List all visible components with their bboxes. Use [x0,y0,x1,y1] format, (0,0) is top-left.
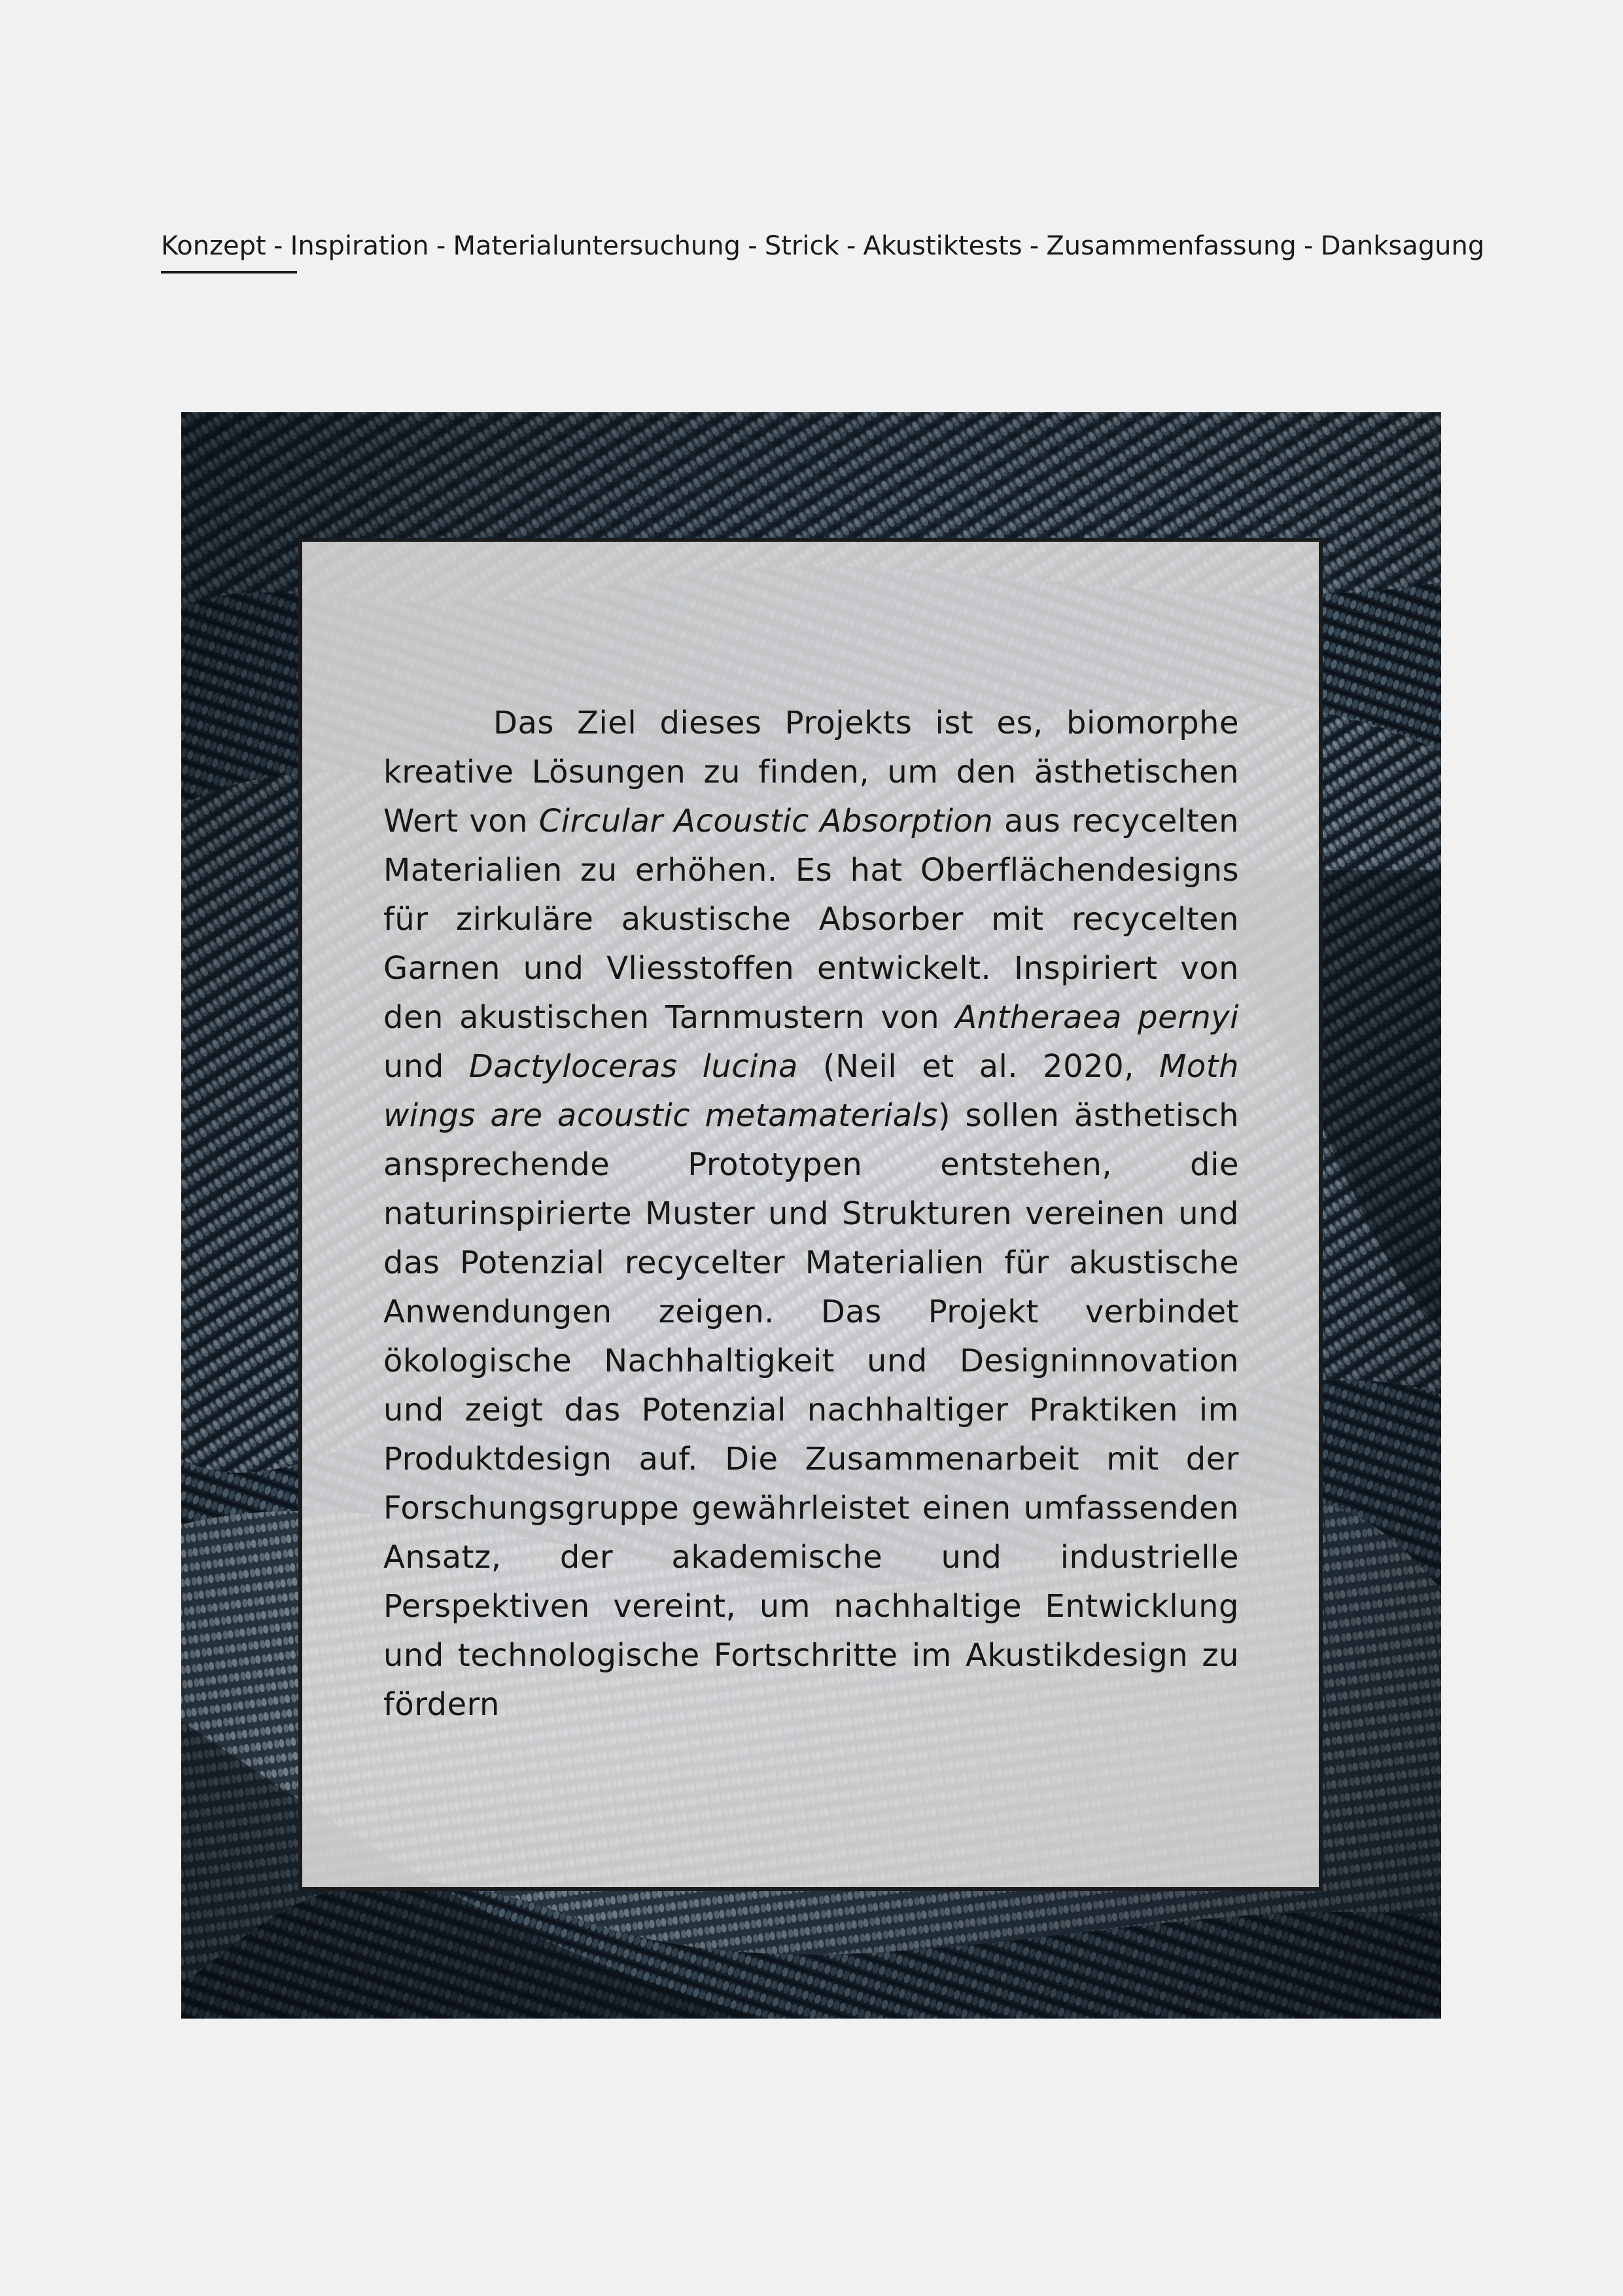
concept-paragraph [383,699,1239,1729]
nav-item-inspiration[interactable]: Inspiration [290,231,429,261]
paragraph-text: Das Ziel dieses Projekts ist es, biomorphe kreative Lösungen zu finden, um den ästhetischen Wert von [383,705,1239,839]
paragraph-text: (Neil et al. 2020, [797,1048,1159,1085]
nav-item-zusammenfassung[interactable]: Zusammenfassung [1046,231,1297,261]
nav-item-danksagung[interactable]: Danksagung [1320,231,1485,261]
italic-species-name: Dactyloceras lucina [468,1048,798,1085]
nav-separator: - [1029,231,1039,261]
nav-separator: - [436,231,446,261]
nav-separator: - [846,231,856,261]
section-navigation [161,228,1485,264]
paragraph-text: aus recycelten Materialien zu erhöhen. Es hat Oberflächendesigns für zirkuläre akustische Absorber mit recycelten Garnen und Vliesstoffen entwickelt. Inspiriert von den akustischen Tarnmustern von [383,803,1239,1036]
text-card [298,538,1323,1891]
nav-item-strick[interactable]: Strick [764,231,839,261]
italic-term: Circular Acoustic Absorption [538,803,994,839]
active-nav-underline [161,271,297,274]
nav-separator: - [273,231,283,261]
italic-species-name: Antheraea pernyi [955,999,1239,1036]
nav-separator: - [1303,231,1314,261]
italic-citation-title: Moth wings are acoustic metamaterials [383,1048,1239,1134]
nav-item-materialuntersuchung[interactable]: Materialuntersuchung [453,231,741,261]
paragraph-text: ) sollen ästhetisch ansprechende Prototypen entstehen, die naturinspirierte Muster und Strukturen vereinen und das Potenzial recycelter Materialien für akustische Anwendungen zeigen. Das Projekt verbindet ökologische Nachhaltigkeit und Designinnovation und zeigt das Potenzial nachhaltiger Praktiken im Produktdesign auf. Die Zusammenarbeit mit der Forschungsgruppe gewährleistet einen umfassenden Ansatz, der akademische und industrielle Perspektiven vereint, um nachhaltige Entwicklung und technologische Fortschritte im Akustikdesign zu fördern [383,1097,1240,1723]
paragraph-text: und [383,1048,469,1085]
nav-item-akustiktests[interactable]: Akustiktests [863,231,1022,261]
nav-separator: - [748,231,758,261]
nav-item-konzept[interactable]: Konzept [161,231,266,261]
